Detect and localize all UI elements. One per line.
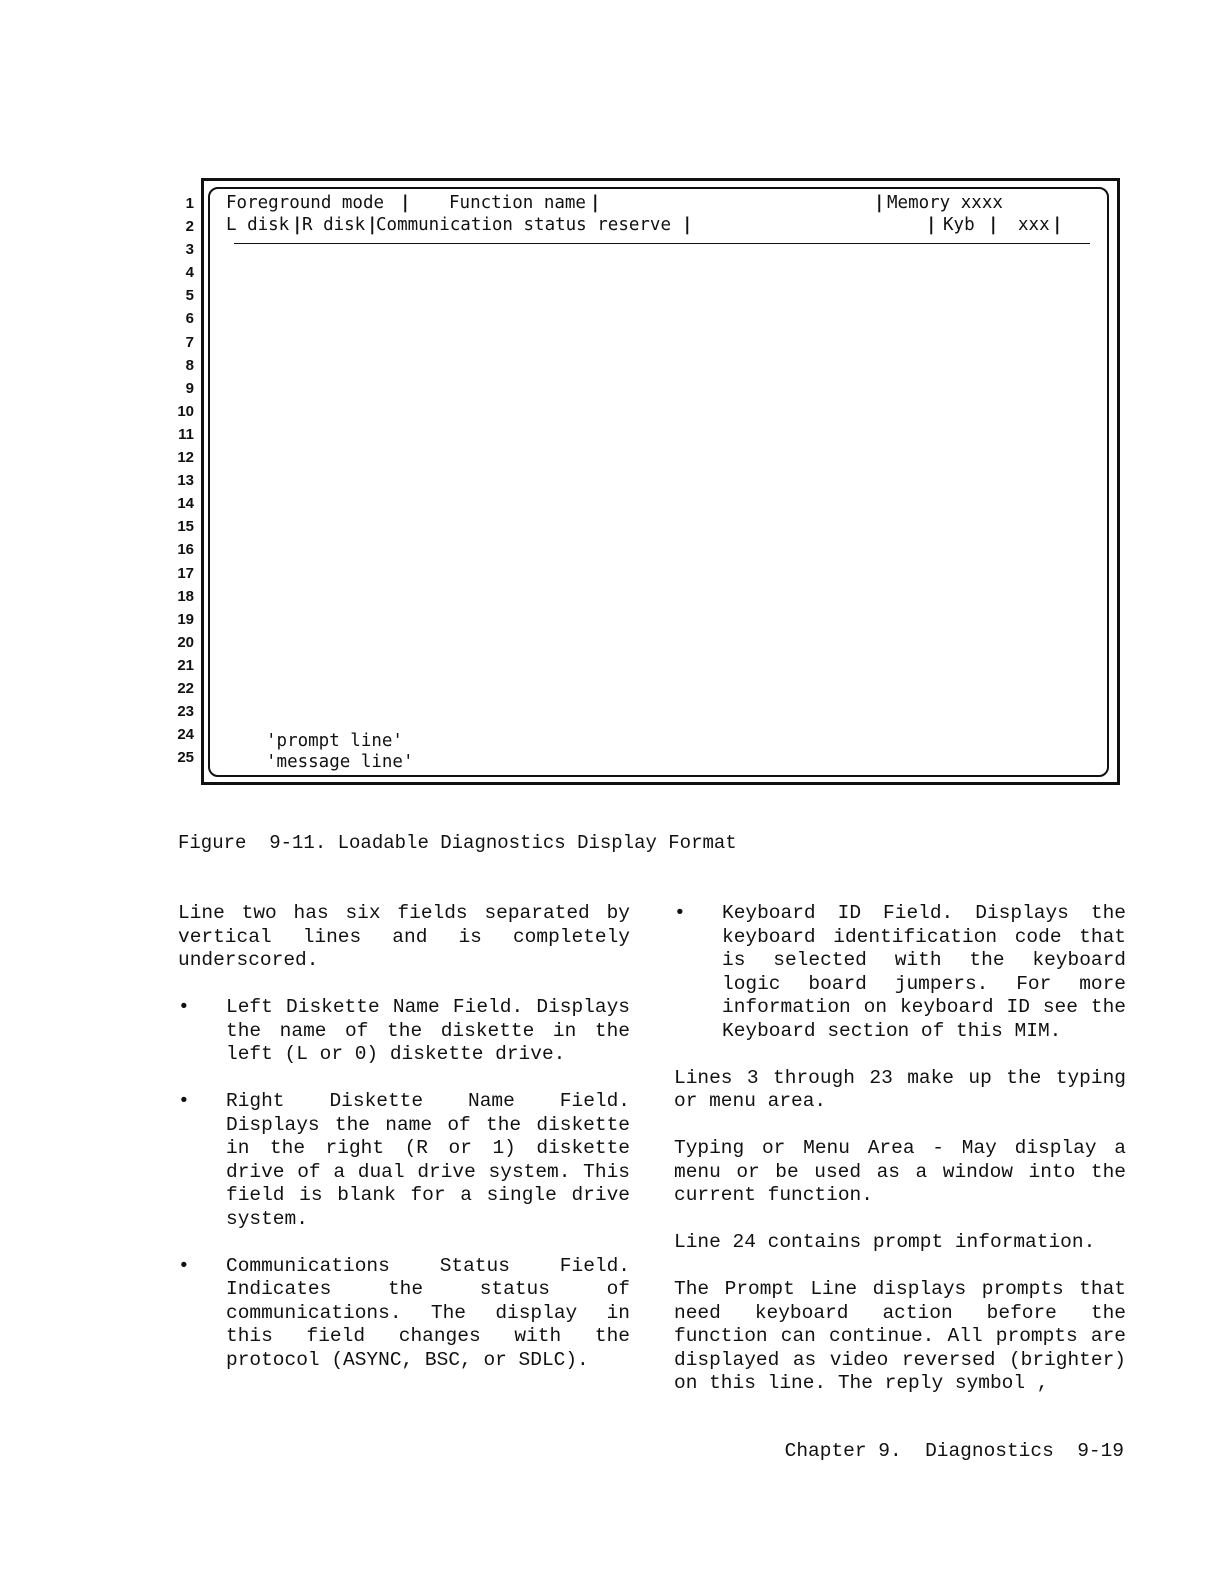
paragraph: Typing or Menu Area - May display a menu or be used as a window into the current function.: [674, 1137, 1126, 1206]
line-number: 17: [177, 564, 194, 582]
field-separator: |: [367, 215, 378, 235]
line-number: 13: [177, 472, 194, 490]
list-item: • Keyboard ID Field. Displays the keyboard identification code that is selected with the keyboard logic board jumpers. For more information on keyboard ID see the Keyboard section of this MIM.: [674, 902, 1126, 1042]
line-number: 10: [177, 402, 194, 420]
line-number: 25: [177, 749, 194, 767]
field-separator: |: [292, 215, 303, 235]
line-number: 2: [185, 218, 194, 236]
memory-label: Memory xxxx: [887, 193, 1003, 213]
line-number: 8: [185, 356, 194, 374]
screen-frame: [201, 178, 1120, 785]
field-separator: |: [400, 193, 411, 213]
line-number: 1: [185, 195, 194, 212]
line-number: 5: [185, 287, 194, 305]
keyboard-label: Kyb: [943, 215, 975, 235]
field-separator: |: [988, 215, 999, 235]
field-separator: |: [874, 193, 885, 213]
right-column: [674, 902, 1126, 1419]
line-number: 12: [177, 449, 194, 467]
display-format-figure: [170, 175, 1130, 790]
bullet-icon: •: [178, 1254, 190, 1277]
field-separator: |: [590, 193, 601, 213]
status-underline: [234, 243, 1090, 244]
screen-area: [208, 187, 1109, 777]
bullet-icon: •: [178, 996, 190, 1018]
figure-caption: Figure 9-11. Loadable Diagnostics Display Format: [178, 832, 737, 854]
communication-status-label: Communication status reserve: [376, 215, 672, 235]
line-number: 6: [185, 310, 194, 328]
line-number: 4: [185, 264, 194, 282]
line-number: 16: [177, 541, 194, 559]
line-number: 22: [177, 679, 194, 697]
field-separator: |: [682, 215, 693, 235]
line-number: 18: [177, 587, 194, 605]
intro-paragraph: Line two has six fields separated by vertical lines and is completely underscored.: [178, 902, 630, 971]
prompt-line: 'prompt line': [266, 731, 403, 751]
page-footer: Chapter 9. Diagnostics 9-19: [784, 1440, 1124, 1462]
keyboard-id-label: xxx: [1018, 215, 1050, 235]
message-line: 'message line': [266, 752, 414, 772]
line-number: 23: [177, 703, 194, 721]
field-list: [178, 996, 630, 1372]
field-separator: |: [1052, 215, 1063, 235]
line-number: 20: [177, 633, 194, 651]
list-item: • Communications Status Field. Indicates the status of communications. The display in this field changes with the protocol (ASYNC, BSC, or SDLC).: [178, 1254, 630, 1371]
line-number: 19: [177, 610, 194, 628]
foreground-mode-label: Foreground mode: [226, 193, 385, 213]
line-numbers: [170, 192, 194, 769]
function-name-label: Function name: [449, 193, 586, 213]
line-number: 3: [185, 241, 194, 259]
bullet-icon: •: [674, 902, 686, 924]
paragraph: Line 24 contains prompt information.: [674, 1231, 1096, 1253]
line-number: 14: [177, 495, 194, 513]
paragraph: Lines 3 through 23 make up the typing or menu area.: [674, 1066, 1126, 1112]
line-number: 11: [178, 425, 194, 443]
bullet-icon: •: [178, 1090, 190, 1112]
left-disk-label: L disk: [226, 215, 290, 235]
list-item: • Left Diskette Name Field. Displays the name of the diskette in the left (L or 0) diskette drive.: [178, 996, 630, 1065]
list-item: • Right Diskette Name Field. Displays the name of the diskette in the right (R or 1) diskette drive of a dual drive system. This field is blank for a single drive system.: [178, 1090, 630, 1230]
left-column: [178, 902, 630, 1396]
line-number: 21: [177, 656, 194, 674]
line-number: 24: [177, 726, 194, 744]
line-number: 15: [177, 518, 194, 536]
field-separator: |: [926, 215, 937, 235]
right-disk-label: R disk: [302, 215, 366, 235]
field-list: [674, 902, 1126, 1043]
paragraph: The Prompt Line displays prompts that need keyboard action before the function can continue. All prompts are displayed as video reversed (brighter) on this line. The reply symbol ,: [674, 1278, 1126, 1394]
line-number: 9: [185, 379, 194, 397]
line-number: 7: [185, 333, 194, 351]
